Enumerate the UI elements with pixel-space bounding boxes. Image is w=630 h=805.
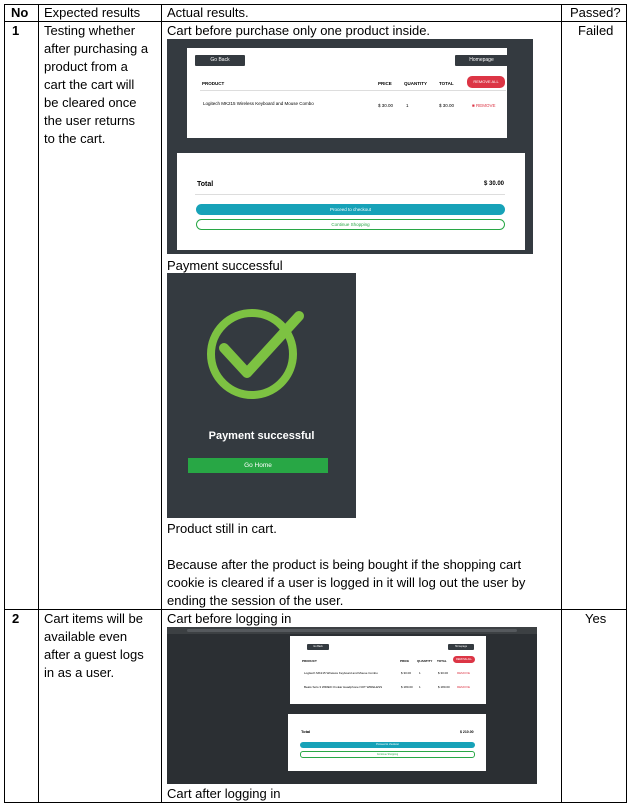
total-label: Total [197,181,214,188]
remove-all-button[interactable]: REMOVE ALL [453,656,475,663]
summary-rule [195,194,505,195]
row2-caption-before-login: Cart before logging in [167,611,292,626]
row1-caption-cart-before: Cart before purchase only one product inside. [167,23,431,38]
row2-expected-line: after a guest logs [44,647,144,662]
item-name: Beats Solo 3 WIRED On-Ear Headphone NOT WIRELESS [304,685,383,689]
col-price: PRICE [400,659,410,663]
row2-expected-line: in as a user. [44,665,115,680]
remove-item-button[interactable]: REMOVE [457,685,471,689]
row1-caption-still-in-cart: Product still in cart. [167,521,277,536]
total-label: Total [301,729,311,734]
cart-screenshot-1 [167,39,533,254]
item-total: $ 180.00 [438,685,450,689]
col-total: TOTAL [439,81,454,86]
go-home-button[interactable]: Go Home [188,458,328,473]
col-price: PRICE [378,81,392,86]
go-back-button[interactable]: Go Back [195,55,245,66]
col-total: TOTAL [437,659,447,663]
remove-label: REMOVE [475,103,496,108]
explanation-line: cookie is cleared if a user is logged in it will log out the user by [167,575,526,590]
row2-passed: Yes [585,611,607,626]
table-col-divider-2 [161,4,162,803]
row2-expected-line: available even [44,629,128,644]
col-quantity: QUANTITY [404,81,427,86]
address-bar [187,629,517,632]
total-value: $ 210.00 [460,730,474,734]
item-price: $ 30.00 [401,671,412,675]
row2-caption-after-login: Cart after logging in [167,786,281,801]
row1-expected-line: after purchasing a [44,41,149,56]
col-product: PRODUCT [202,81,225,86]
cart-screenshot-2 [167,627,537,784]
item-price: $ 180.00 [401,685,413,689]
row1-expected-line: product from a [44,59,128,74]
row1-expected-line: be cleared once [44,95,137,110]
remove-item-button[interactable]: REMOVE [457,671,471,675]
explanation-line: Because after the product is being bought if the shopping cart [167,557,522,572]
proceed-to-checkout-button[interactable]: Proceed to checkout [300,742,475,748]
row2-expected-line: Cart items will be [44,611,143,626]
continue-shopping-button[interactable]: Continue Shopping [196,219,505,230]
homepage-button[interactable]: Homepage [448,644,474,650]
row1-caption-payment: Payment successful [167,258,283,273]
remove-all-button[interactable]: REMOVE ALL [467,76,505,88]
check-circle-icon [167,273,356,423]
payment-screenshot [167,273,356,518]
header-actual-results: Actual results. [167,5,249,20]
item-name: Logitech MK215 Wireless Keyboard and Mouse Combo [203,101,314,106]
trash-icon: ■ [472,103,476,108]
col-product: PRODUCT [302,659,317,663]
header-rule [200,90,506,91]
header-passed: Passed? [570,5,621,20]
go-back-button[interactable]: Go Back [307,644,329,650]
row2-no: 2 [12,611,20,626]
col-quantity: QUANTITY [417,659,433,663]
row1-expected-line: Testing whether [44,23,136,38]
table-border-bottom [4,802,627,803]
table-col-divider-1 [38,4,39,803]
item-name: Logitech MK215 Wireless Keyboard and Mouse Combo [304,671,378,675]
row1-no: 1 [12,23,20,38]
continue-shopping-button[interactable]: Continue Shopping [300,751,475,758]
total-value: $ 30.00 [484,181,505,187]
table-col-divider-3 [561,4,562,803]
homepage-button[interactable]: Homepage [455,55,508,66]
payment-message: Payment successful [208,430,315,442]
header-no: No [11,5,29,20]
row1-expected-line: to the cart. [44,131,106,146]
row1-passed: Failed [578,23,614,38]
item-total: $ 30.00 [438,671,449,675]
item-price: $ 30.00 [378,103,394,108]
table-border-left [4,4,5,803]
item-total: $ 30.00 [439,103,455,108]
item-quantity: 1 [419,671,421,675]
header-expected-results: Expected results [44,5,141,20]
row1-expected-line: the user returns [44,113,136,128]
proceed-to-checkout-button[interactable]: Proceed to checkout [196,204,505,215]
remove-item-button[interactable] [472,103,495,109]
explanation-line: ending the session of the user. [167,593,344,608]
item-quantity: 1 [406,103,409,108]
item-quantity: 1 [419,685,421,689]
row1-expected-line: cart the cart will [44,77,135,92]
table-border-right [626,4,627,803]
summary-card [177,153,525,250]
